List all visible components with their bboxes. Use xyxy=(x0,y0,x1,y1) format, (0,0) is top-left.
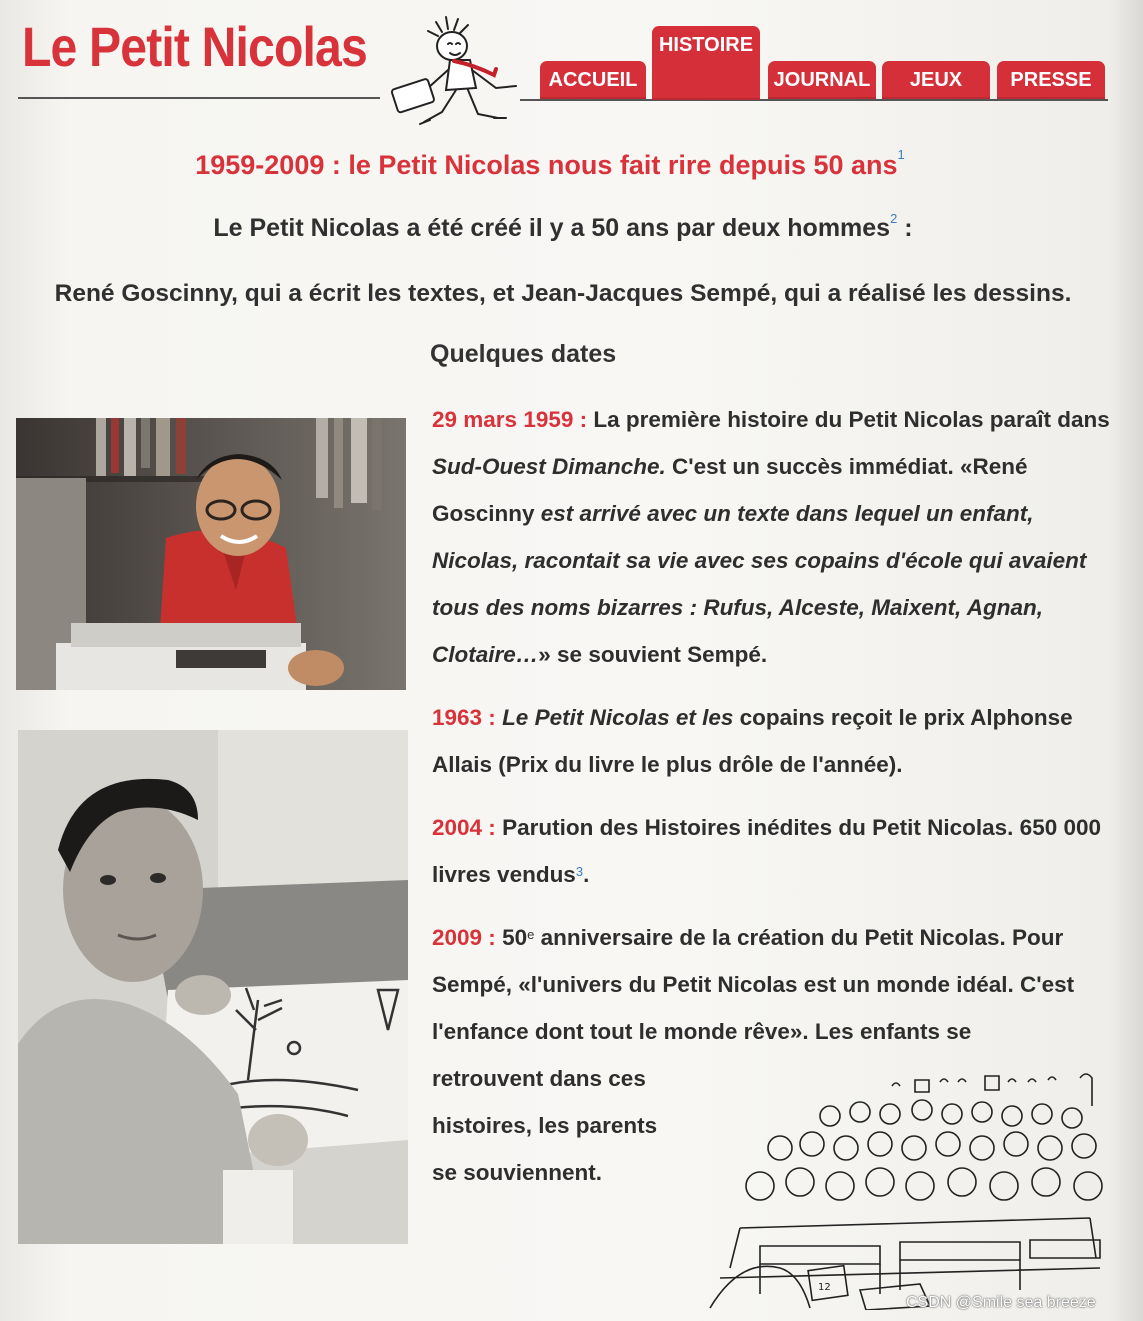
tab-histoire[interactable] xyxy=(652,26,760,100)
intro-line-1 xyxy=(0,211,1126,243)
section-title: Quelques dates xyxy=(430,340,617,368)
timeline-entry-1963 xyxy=(432,694,1110,788)
entry-text: La première histoire du Petit Nicolas paraît dans xyxy=(587,407,1110,432)
entry-text: 50 xyxy=(495,925,528,950)
entry-date: 29 mars 1959 : xyxy=(432,407,588,432)
book-number-label: 12 xyxy=(818,1282,831,1293)
intro-line-2: René Goscinny, qui a écrit les textes, et Jean-Jacques Sempé, qui a réalisé les dessins. xyxy=(54,280,1072,307)
entry-text: Parution des Histoires inédites du Petit Nicolas. 650 000 livres vendus xyxy=(432,815,1102,887)
tab-label: JEUX xyxy=(909,68,963,91)
tab-presse[interactable] xyxy=(997,61,1105,99)
entry-date: 2009 : xyxy=(432,925,496,950)
entry-text: C'est un succès immédiat. «René Goscinny xyxy=(432,454,1028,526)
tab-label: ACCUEIL xyxy=(548,68,638,91)
entry-date: 1963 : xyxy=(432,705,496,730)
tab-label: JOURNAL xyxy=(773,68,871,91)
entry-quote: est arrivé avec un texte dans lequel un enfant, Nicolas, racontait sa vie avec ses copains d'école qui avaient tous des noms bizarres : Rufus, Alceste, Maixent, Agnan, Clotaire… xyxy=(432,501,1087,667)
ordinal-superscript: e xyxy=(527,927,535,942)
watermark-text: CSDN @Smile sea breeze xyxy=(906,1294,1096,1311)
logo-underline xyxy=(18,97,380,99)
entry-tail-line-3: se souviennent. xyxy=(432,1160,603,1185)
entry-italic: Sud-Ouest Dimanche. xyxy=(432,454,666,479)
classroom-illustration xyxy=(700,1068,1120,1310)
tab-label: HISTOIRE xyxy=(658,34,754,56)
timeline-entry-1959 xyxy=(432,396,1110,678)
entry-text: copains reçoit le prix Alphonse Allais (Prix du livre le plus drôle de l'année). xyxy=(432,705,1073,777)
page-headline xyxy=(0,147,1100,181)
tab-journal[interactable] xyxy=(768,61,876,99)
timeline-entry-2009 xyxy=(432,914,1110,1055)
site-logo[interactable]: Le Petit Nicolas xyxy=(22,15,367,78)
entry-text: . xyxy=(583,862,590,887)
headline-text: 1959-2009 : le Petit Nicolas nous fait rire depuis 50 ans xyxy=(195,150,898,180)
tab-accueil[interactable] xyxy=(540,61,646,99)
footnote-marker[interactable]: 3 xyxy=(575,864,584,879)
entry-tail-line-1: retrouvent dans ces xyxy=(432,1066,646,1091)
entry-text: » se souvient Sempé. xyxy=(538,642,768,667)
nav-baseline xyxy=(520,99,1108,101)
sempe-photo-image xyxy=(18,730,408,1244)
tab-label: PRESSE xyxy=(1010,68,1092,91)
tab-jeux[interactable] xyxy=(882,61,990,99)
footnote-marker[interactable]: 1 xyxy=(897,147,905,162)
goscinny-photo-image xyxy=(16,418,406,690)
entry-date: 2004 : xyxy=(432,815,496,840)
intro-text: Le Petit Nicolas a été créé il y a 50 ans par deux hommes xyxy=(213,214,891,242)
timeline-entry-2004 xyxy=(432,804,1110,898)
footnote-marker[interactable]: 2 xyxy=(890,211,898,226)
entry-text: anniversaire de la création du Petit Nicolas. Pour Sempé, «l'univers du Petit Nicolas est un monde idéal. C'est l'enfance dont tout le monde rêve». Les enfants se xyxy=(432,925,1075,1044)
entry-italic: Le Petit Nicolas et les xyxy=(495,705,734,730)
intro-colon: : xyxy=(897,214,913,242)
sempe-photo xyxy=(18,730,408,1244)
nicolas-running-illustration xyxy=(372,14,532,144)
goscinny-photo xyxy=(16,418,406,690)
entry-tail-line-2: histoires, les parents xyxy=(432,1113,658,1138)
